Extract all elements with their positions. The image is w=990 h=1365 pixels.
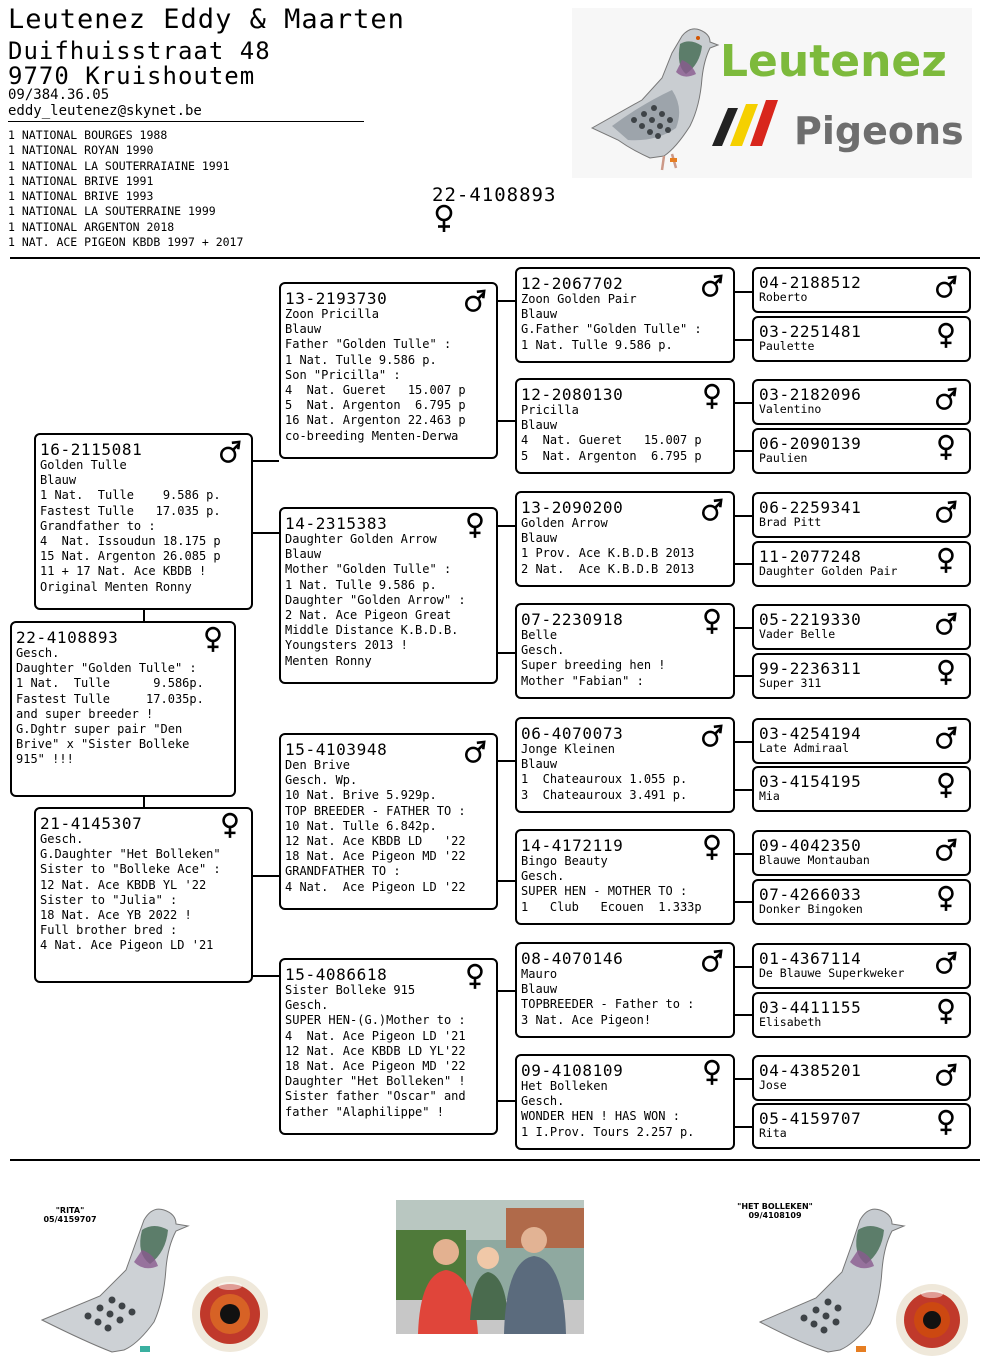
female-icon [935,884,957,914]
ring-number: 14-2315383 [285,514,388,533]
pedigree-note: Daughter "Het Bolleken" ! [285,1074,466,1089]
pigeon-name: Donker Bingoken [759,902,863,916]
ring-number: 03-2182096 [759,385,862,404]
pedigree-note: 5 Nat. Argenton 6.795 p [285,398,466,413]
connector-line [734,291,752,293]
pedigree-note: 1 I.Prov. Tours 2.257 p. [521,1124,695,1139]
pedigree-note: 18 Nat. Ace YB 2022 ! [40,908,192,923]
pigeon-name: Rita [759,1126,787,1140]
female-icon [935,433,957,463]
pedigree-note: Gesch. [521,643,565,658]
ring-number: 13-2090200 [521,498,624,517]
breeder-email[interactable]: eddy_leutenez@skynet.be [8,103,202,119]
ring-number: 12-2067702 [521,274,624,293]
ring-number: 03-4411155 [759,998,862,1017]
pedigree-note: father "Alaphilippe" ! [285,1104,444,1119]
connector-line [497,760,515,762]
photo-caption-ring: 09/4108109 [748,1211,802,1220]
pedigree-note: Son "Pricilla" : [285,367,401,382]
breeder-city: 9770 Kruishoutem [8,62,256,90]
connector-line [734,741,752,743]
pedigree-note: 12 Nat. Ace KBDB LD YL'22 [285,1043,466,1058]
connector-line [734,339,752,341]
pedigree-note: Youngsters 2013 ! [285,638,408,653]
breeder-name: Leutenez Eddy & Maarten [8,4,405,35]
dam-card[interactable] [34,807,253,983]
female-icon [464,962,486,992]
pedigree-note: 4 Nat. Ace Pigeon LD '22 [285,879,466,894]
male-icon [935,384,957,414]
pedigree-note: Menten Ronny [285,653,372,668]
male-icon [935,835,957,865]
female-icon [935,1108,957,1138]
ring-number: 15-4103948 [285,740,388,759]
pigeon-name: Den Brive [285,758,351,772]
pedigree-note: 1 Club Ecouen 1.333p [521,899,702,914]
connector-line [734,515,752,517]
photo-caption-name: "HET BOLLEKEN" [737,1202,813,1211]
pedigree-note: 1 Prov. Ace K.B.D.B 2013 [521,546,695,561]
pedigree-note: 4 Nat. Gueret 15.007 p [521,433,702,448]
pedigree-note: 18 Nat. Ace Pigeon MD '22 [285,849,466,864]
logo-word-pigeons: Pigeons [794,109,964,153]
connector-line [734,675,752,677]
great-great-grandparent-card[interactable] [752,316,971,362]
header-underline [8,121,364,122]
great-great-grandparent-card[interactable] [752,766,971,812]
pedigree-note: 4 Nat. Issoudun 18.175 p [40,534,221,549]
pedigree-note: 1 Nat. Tulle 9.586 p. [521,337,673,352]
female-icon [464,511,486,541]
pedigree-note: 4 Nat. Ace Pigeon LD '21 [40,938,214,953]
pedigree-note: 1 Nat. Tulle 9.586 p. [285,352,437,367]
ring-number: 15-4086618 [285,965,388,984]
male-icon [219,437,241,467]
connector-line [734,1014,752,1016]
pigeon-name: Paulien [759,451,808,465]
achievement-item: 1 NATIONAL BRIVE 1991 [8,173,154,188]
grandparent-card[interactable] [279,733,498,910]
pigeon-name: Sister Bolleke 915 [285,983,416,997]
connector-line [252,532,279,534]
pedigree-note: Full brother bred : [40,923,178,938]
subject-ring-number: 22-4108893 [432,184,557,206]
ring-number: 09-4042350 [759,836,862,855]
ring-number: 03-2251481 [759,322,862,341]
connector-line [734,1078,752,1080]
pigeon-name: Jose [759,1078,787,1092]
ring-number: 21-4145307 [40,814,143,833]
photo-caption-name: "RITA" [55,1206,85,1215]
pedigree-note: TOP BREEDER - FATHER TO : [285,803,466,818]
grandparent-card[interactable] [279,958,498,1135]
female-icon [935,321,957,351]
pigeon-photo-het-bolleken [744,1198,974,1360]
pigeon-name: Zoon Pricilla [285,307,379,321]
connector-line [497,990,515,992]
family-photo [396,1200,584,1334]
pedigree-note: Fastest Tulle 17.035 p. [40,503,221,518]
male-icon [935,272,957,302]
breeder-street: Duifhuisstraat 48 [8,37,271,65]
pedigree-note: Grandfather to : [40,518,156,533]
pedigree-note: Daughter "Golden Arrow" : [285,592,466,607]
great-great-grandparent-card[interactable] [752,379,971,425]
pigeon-name: Daughter Golden Pair [759,564,898,578]
subject-card[interactable] [10,621,236,797]
leutenez-pigeons-logo [572,8,972,178]
great-grandparent-card[interactable] [515,491,735,587]
female-icon [219,811,241,841]
pedigree-note: Middle Distance K.B.D.B. [285,623,459,638]
pedigree-note: Blauw [521,531,558,546]
male-icon [701,271,723,301]
pedigree-note: TOPBREEDER - Father to : [521,997,695,1012]
pedigree-note: Blauw [285,322,322,337]
ring-number: 04-4385201 [759,1061,862,1080]
pedigree-note: Blauw [521,757,558,772]
female-icon [935,997,957,1027]
male-icon [935,497,957,527]
pedigree-note: GRANDFATHER TO : [285,864,401,879]
pedigree-note: 4 Nat. Gueret 15.007 p [285,383,466,398]
achievement-item: 1 NATIONAL BRIVE 1993 [8,189,154,204]
ring-number: 99-2236311 [759,659,862,678]
great-great-grandparent-card[interactable] [752,830,971,876]
pedigree-note: SUPER HEN-(G.)Mother to : [285,1013,466,1028]
ring-number: 03-4254194 [759,724,862,743]
great-grandparent-card[interactable] [515,267,735,363]
pedigree-note: 10 Nat. Tulle 6.842p. [285,818,437,833]
connector-line [497,1100,515,1102]
pedigree-note: Brive" x "Sister Bolleke [16,737,190,752]
male-icon [935,948,957,978]
achievements-list [8,128,243,250]
pedigree-note: 12 Nat. Ace KBDB LD '22 [285,834,466,849]
connector-line [497,420,515,422]
great-great-grandparent-card[interactable] [752,604,971,650]
pedigree-note: WONDER HEN ! HAS WON : [521,1109,680,1124]
ring-number: 07-4266033 [759,885,862,904]
ring-number: 03-4154195 [759,772,862,791]
pedigree-note: 1 Nat. Tulle 9.586 p. [40,488,221,503]
pedigree-note: 18 Nat. Ace Pigeon MD '22 [285,1059,466,1074]
female-icon [701,382,723,412]
pedigree-note: and super breeder ! [16,706,154,721]
pedigree-note: Gesch. [40,832,84,846]
pedigree-note: Gesch. Wp. [285,773,358,788]
pedigree-note: SUPER HEN - MOTHER TO : [521,884,688,899]
bottom-divider [10,1159,980,1161]
pedigree-note: 16 Nat. Argenton 22.463 p [285,413,466,428]
ring-number: 06-4070073 [521,724,624,743]
pedigree-note: Super breeding hen ! [521,658,666,673]
male-icon [701,946,723,976]
ring-number: 16-2115081 [40,440,143,459]
ring-number: 05-4159707 [759,1109,862,1128]
great-grandparent-card[interactable] [515,942,735,1038]
connector-line [497,880,515,882]
pedigree-note: G.Daughter "Het Bolleken" [40,847,221,862]
male-icon [701,495,723,525]
achievement-item: 1 NATIONAL LA SOUTERRAINE 1999 [8,204,216,219]
male-icon [935,723,957,753]
ring-number: 11-2077248 [759,547,862,566]
pedigree-note: 10 Nat. Brive 5.929p. [285,788,437,803]
female-icon [432,204,456,234]
pedigree-note: Gesch. [285,998,329,1013]
pedigree-note: Gesch. [521,869,565,884]
pedigree-note: G.Dghtr super pair "Den [16,722,183,737]
pedigree-note: 5 Nat. Argenton 6.795 p [521,448,702,463]
ring-number: 14-4172119 [521,836,624,855]
male-icon [935,1060,957,1090]
male-icon [701,721,723,751]
grandparent-card[interactable] [279,282,498,459]
pedigree-note: 12 Nat. Ace KBDB YL '22 [40,877,207,892]
pedigree-note: 1 Nat. Tulle 9.586 p. [285,577,437,592]
pigeon-name: Paulette [759,339,815,353]
great-great-grandparent-card[interactable] [752,718,971,764]
pedigree-note: Mother "Fabian" : [521,673,644,688]
great-great-grandparent-card[interactable] [752,541,971,587]
pigeon-name: Super 311 [759,676,822,690]
great-great-grandparent-card[interactable] [752,1055,971,1101]
male-icon [464,286,486,316]
connector-line [252,875,279,877]
pigeon-name: Mauro [521,967,558,981]
pedigree-note: Father "Golden Tulle" : [285,337,452,352]
ring-number: 05-2219330 [759,610,862,629]
pedigree-note: 2 Nat. Ace Pigeon Great [285,608,452,623]
pedigree-note: Blauw [521,982,558,997]
female-icon [701,833,723,863]
pedigree-note: Gesch. [16,646,60,660]
pedigree-note: Blauw [285,547,322,562]
pigeon-name: De Blauwe Superkweker [759,966,905,980]
pedigree-note: Blauw [521,418,558,433]
pigeon-name: Bingo Beauty [521,854,608,868]
achievement-item: 1 NATIONAL BOURGES 1988 [8,128,168,142]
pigeon-photo-rita [30,1198,270,1360]
pedigree-note: 1 Nat. Tulle 9.586p. [16,676,204,691]
connector-line [734,563,752,565]
pigeon-name: Golden Arrow [521,516,608,530]
pedigree-note: 15 Nat. Argenton 26.085 p [40,549,221,564]
great-grandparent-card[interactable] [515,717,735,813]
female-icon [701,607,723,637]
female-icon [935,771,957,801]
great-great-grandparent-card[interactable] [752,1103,971,1149]
achievement-item: 1 NATIONAL ARGENTON 2018 [8,219,175,234]
pedigree-note: co-breeding Menten-Derwa [285,428,459,443]
ring-number: 06-2259341 [759,498,862,517]
achievement-item: 1 NATIONAL ROYAN 1990 [8,143,154,158]
pedigree-note: Gesch. [521,1094,565,1109]
great-great-grandparent-card[interactable] [752,492,971,538]
pedigree-note: Sister to "Julia" : [40,892,178,907]
grandparent-card[interactable] [279,507,498,684]
great-great-grandparent-card[interactable] [752,992,971,1038]
ring-number: 07-2230918 [521,610,624,629]
photo-caption-ring: 05/4159707 [43,1215,97,1224]
pigeon-name: Pricilla [521,403,579,417]
connector-line [734,901,752,903]
connector-line [734,627,752,629]
pigeon-name: Het Bolleken [521,1079,608,1093]
great-grandparent-card[interactable] [515,829,735,925]
pedigree-note: 11 + 17 Nat. Ace KBDB ! [40,564,207,579]
pedigree-note: 3 Nat. Ace Pigeon! [521,1012,652,1027]
ring-number: 12-2080130 [521,385,624,404]
pigeon-name: Jonge Kleinen [521,742,615,756]
pigeon-name: Blauwe Montauban [759,853,870,867]
connector-line [734,966,752,968]
great-grandparent-card[interactable] [515,378,735,474]
pigeon-name: Brad Pitt [759,515,822,529]
achievement-item: 1 NATIONAL LA SOUTERRAIAINE 1991 [8,158,230,173]
pedigree-note: Original Menten Ronny [40,579,192,594]
female-icon [202,625,224,655]
connector-line [497,525,515,527]
top-divider [10,257,980,259]
connector-line [734,853,752,855]
achievement-item: 1 NAT. ACE PIGEON KBDB 1997 + 2017 [8,235,244,250]
connector-line [497,300,515,302]
pigeon-name: Golden Tulle [40,458,127,472]
great-great-grandparent-card[interactable] [752,267,971,313]
pigeon-name: Zoon Golden Pair [521,292,637,306]
pigeon-name: Elisabeth [759,1015,822,1029]
pedigree-note: Blauw [521,307,558,322]
female-icon [935,546,957,576]
female-icon [935,658,957,688]
connector-line [734,789,752,791]
connector-line [734,402,752,404]
ring-number: 01-4367114 [759,949,862,968]
pigeon-name: Late Admiraal [759,741,850,755]
pedigree-note: Fastest Tulle 17.035p. [16,691,204,706]
pedigree-note: 3 Chateauroux 3.491 p. [521,787,688,802]
connector-line [497,652,515,654]
connector-line [734,450,752,452]
great-great-grandparent-card[interactable] [752,943,971,989]
male-icon [935,609,957,639]
pigeon-name: Vader Belle [759,627,836,641]
female-icon [701,1058,723,1088]
sire-card[interactable] [34,433,253,610]
pedigree-note: Blauw [40,473,77,488]
pedigree-note: G.Father "Golden Tulle" : [521,322,702,337]
great-great-grandparent-card[interactable] [752,879,971,925]
connector-line [734,1126,752,1128]
great-great-grandparent-card[interactable] [752,653,971,699]
pigeon-name: Daughter Golden Arrow [285,532,437,546]
pigeon-name: Valentino [759,402,822,416]
pedigree-note: Daughter "Golden Tulle" : [16,661,197,676]
great-grandparent-card[interactable] [515,603,735,699]
ring-number: 04-2188512 [759,273,862,292]
connector-line [252,975,279,977]
pedigree-note: 1 Chateauroux 1.055 p. [521,772,688,787]
pedigree-note: Sister to "Bolleke Ace" : [40,862,221,877]
pedigree-note: 4 Nat. Ace Pigeon LD '21 [285,1028,466,1043]
ring-number: 06-2090139 [759,434,862,453]
great-great-grandparent-card[interactable] [752,428,971,474]
pedigree-note: 2 Nat. Ace K.B.D.B 2013 [521,561,695,576]
breeder-phone: 09/384.36.05 [8,87,110,103]
logo-word-leutenez: Leutenez [720,36,947,87]
pedigree-note: Mother "Golden Tulle" : [285,562,452,577]
ring-number: 08-4070146 [521,949,624,968]
pedigree-note: Sister father "Oscar" and [285,1089,466,1104]
ring-number: 22-4108893 [16,628,119,647]
ring-number: 13-2193730 [285,289,388,308]
male-icon [464,737,486,767]
pigeon-name: Mia [759,789,780,803]
pigeon-name: Belle [521,628,558,642]
connector-line [252,460,279,462]
pigeon-name: Roberto [759,290,808,304]
great-grandparent-card[interactable] [515,1054,735,1150]
pedigree-note: 915" !!! [16,752,74,767]
ring-number: 09-4108109 [521,1061,624,1080]
